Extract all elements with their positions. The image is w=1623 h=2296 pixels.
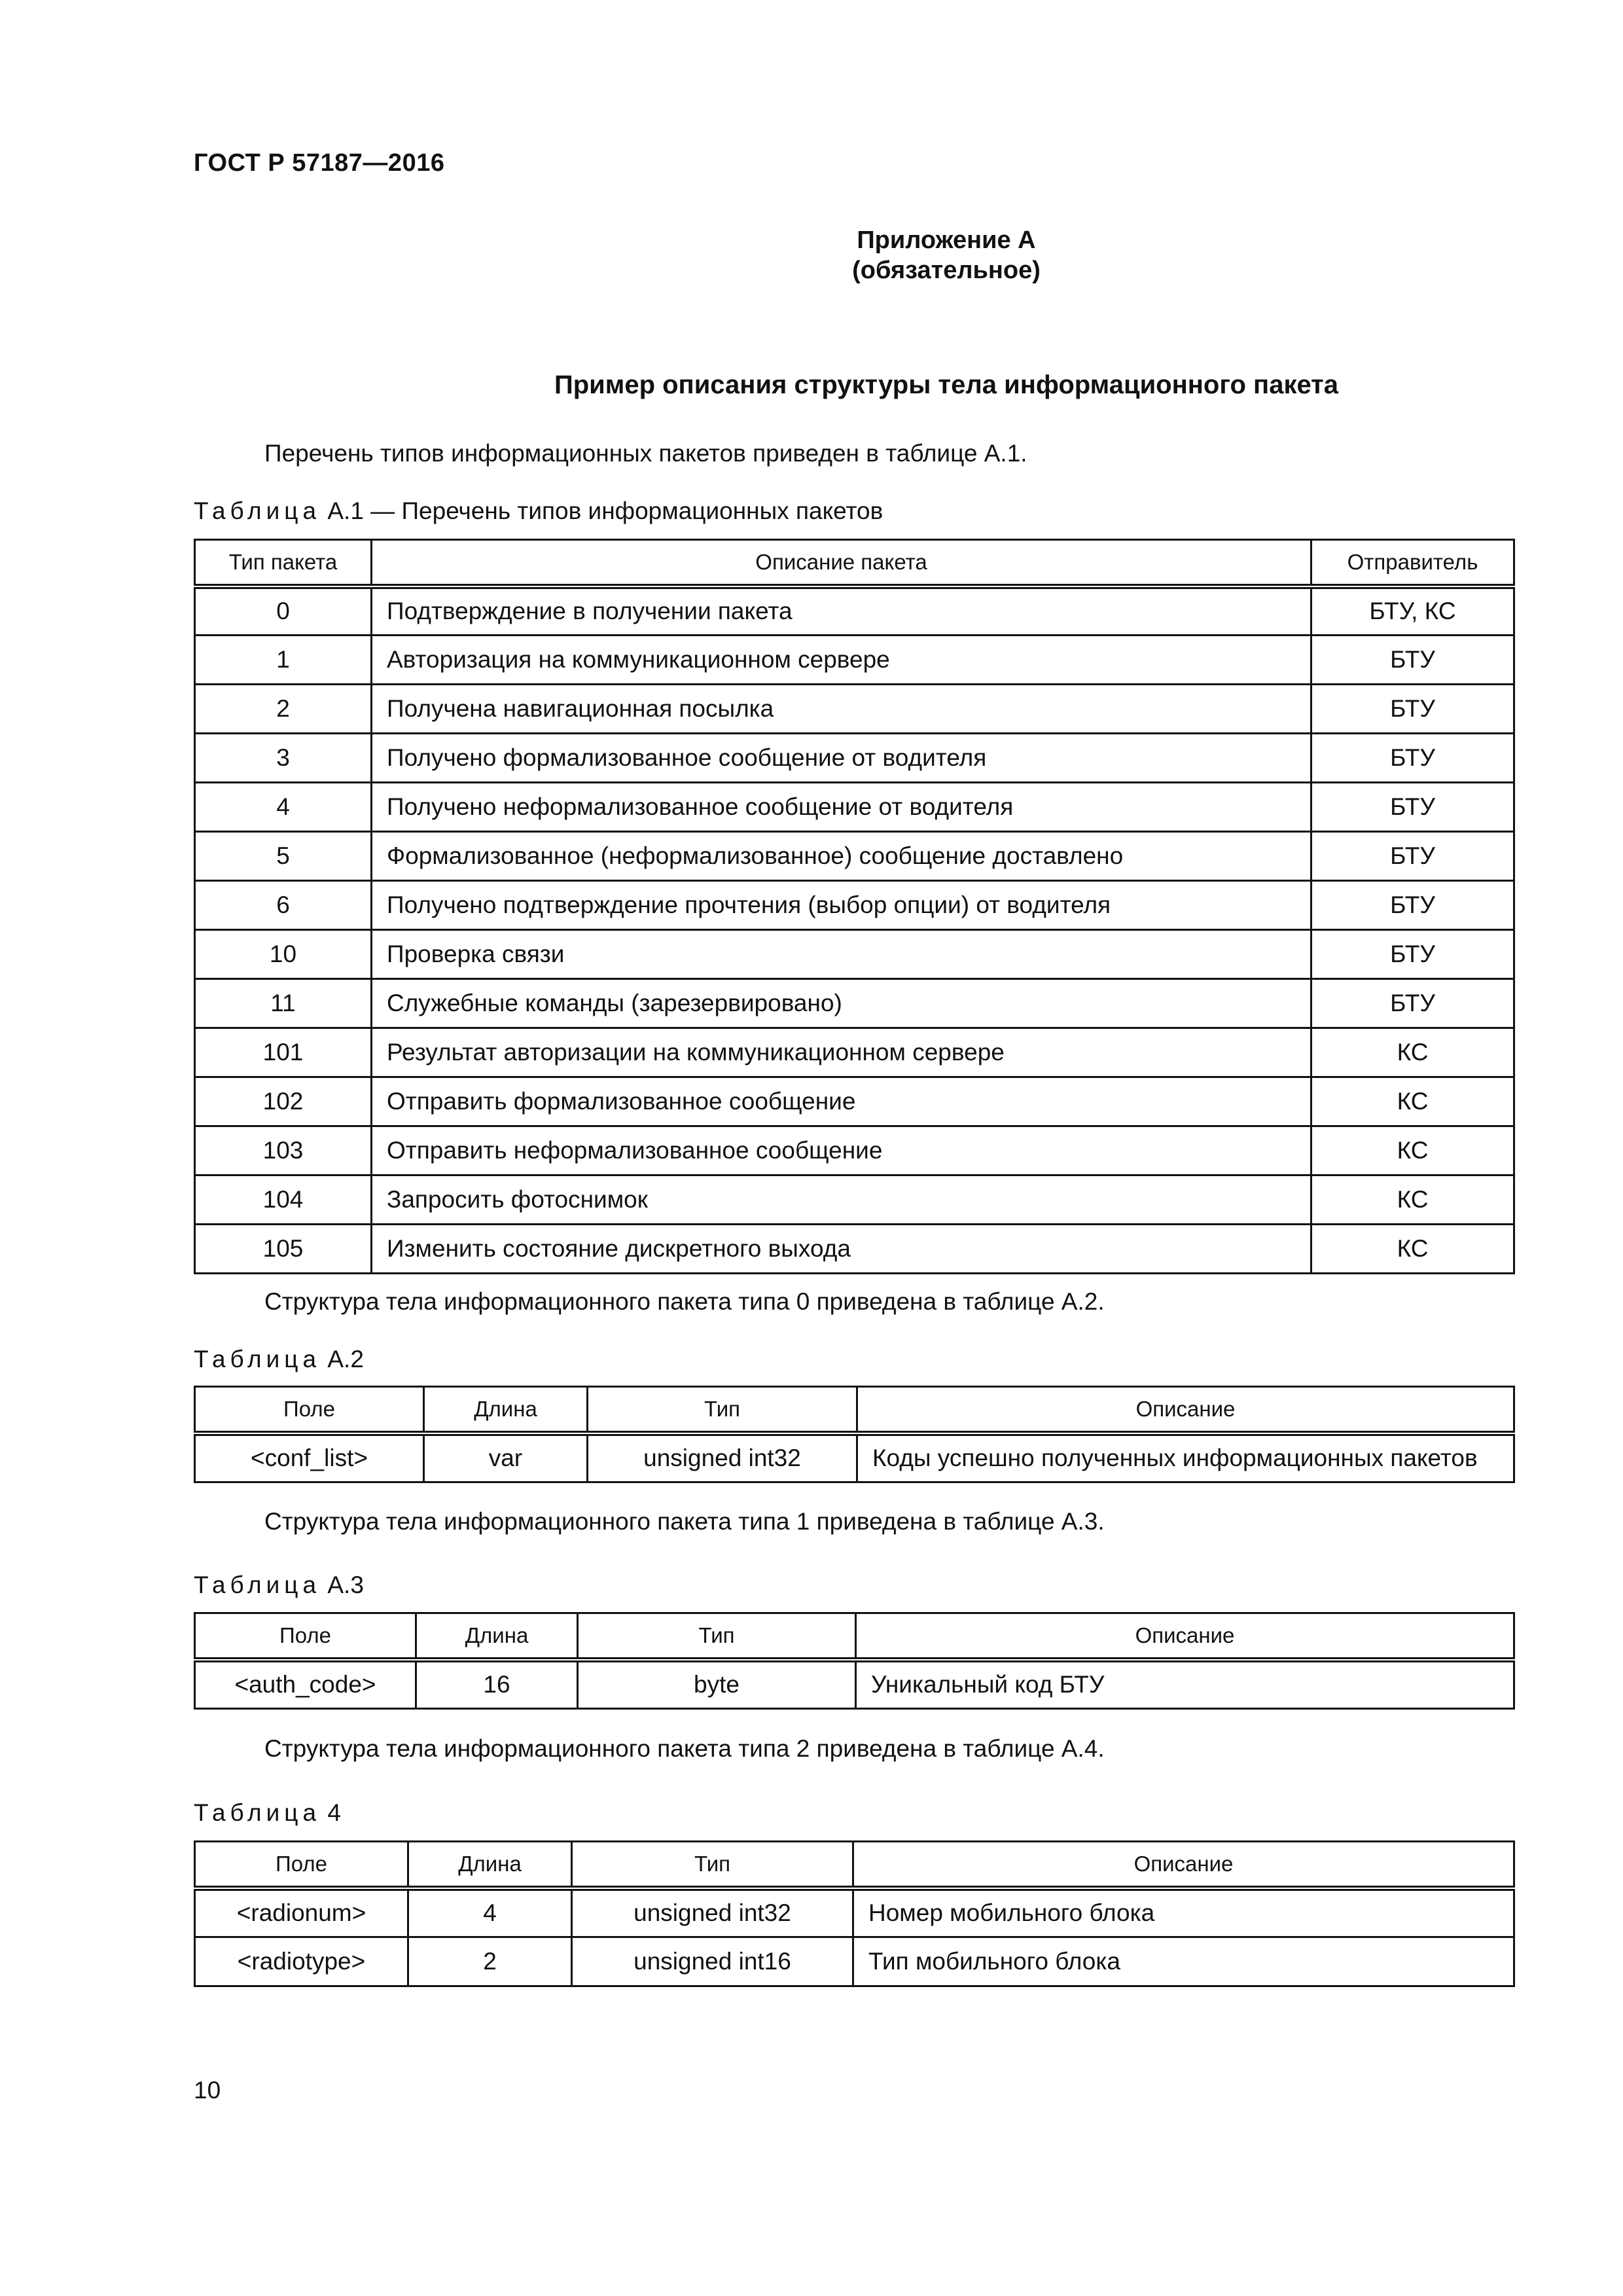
- field-cell: <conf_list>: [195, 1433, 424, 1482]
- packet-type-cell: 6: [195, 881, 372, 930]
- table-row: [195, 1028, 1514, 1077]
- packet-sender-cell: КС: [1311, 1175, 1514, 1225]
- table-row: [195, 685, 1514, 734]
- document-code: ГОСТ Р 57187—2016: [194, 149, 445, 177]
- table2-col-field: Поле: [195, 1387, 424, 1433]
- table-row: [195, 1175, 1514, 1225]
- table4-caption-prefix: Таблица: [194, 1799, 321, 1826]
- table4-caption-text: 4: [327, 1799, 341, 1826]
- packet-description-cell: Отправить неформализованное сообщение: [372, 1126, 1311, 1175]
- packet-description-cell: Получено формализованное сообщение от водителя: [372, 734, 1311, 783]
- table3-caption-text: А.3: [327, 1571, 364, 1598]
- table-row: [195, 1660, 1514, 1709]
- table-row: [195, 734, 1514, 783]
- field-cell: <auth_code>: [195, 1660, 416, 1709]
- table3-caption-prefix: Таблица: [194, 1571, 321, 1598]
- table-row: [195, 930, 1514, 979]
- table2-col-description: Описание: [857, 1387, 1514, 1433]
- table1-col-description: Описание пакета: [372, 540, 1311, 586]
- packet-sender-cell: КС: [1311, 1028, 1514, 1077]
- intro-paragraph: Перечень типов информационных пакетов приведен в таблице А.1.: [264, 440, 1027, 467]
- packet-sender-cell: БТУ: [1311, 685, 1514, 734]
- packet-sender-cell: КС: [1311, 1077, 1514, 1126]
- table1-caption-text: А.1 — Перечень типов информационных пакетов: [327, 497, 883, 524]
- table4-header-row: [195, 1842, 1514, 1888]
- table-row: [195, 586, 1514, 636]
- type-cell: unsigned int32: [588, 1433, 857, 1482]
- table-row: [195, 1077, 1514, 1126]
- packet-type-cell: 2: [195, 685, 372, 734]
- table1-caption-prefix: Таблица: [194, 497, 321, 524]
- table3-col-description: Описание: [856, 1613, 1514, 1660]
- packet-description-cell: Подтверждение в получении пакета: [372, 586, 1311, 636]
- type-cell: byte: [578, 1660, 856, 1709]
- packet-sender-cell: КС: [1311, 1225, 1514, 1274]
- packet-type-cell: 104: [195, 1175, 372, 1225]
- packet-sender-cell: БТУ: [1311, 832, 1514, 881]
- table1-col-sender: Отправитель: [1311, 540, 1514, 586]
- table-row: [195, 783, 1514, 832]
- packet-sender-cell: БТУ, КС: [1311, 586, 1514, 636]
- description-cell: Тип мобильного блока: [853, 1937, 1514, 1986]
- packet-description-cell: Результат авторизации на коммуникационном сервере: [372, 1028, 1311, 1077]
- table1-packet-types: [194, 539, 1515, 1274]
- section-title: Пример описания структуры тела информационного пакета: [554, 370, 1339, 399]
- table-row: [195, 636, 1514, 685]
- packet-description-cell: Получена навигационная посылка: [372, 685, 1311, 734]
- packet-sender-cell: БТУ: [1311, 734, 1514, 783]
- table2-type0-structure: [194, 1386, 1515, 1483]
- table-row: [195, 979, 1514, 1028]
- table3-type1-structure: [194, 1612, 1515, 1710]
- table4-type2-structure: [194, 1840, 1515, 1987]
- packet-type-cell: 102: [195, 1077, 372, 1126]
- table2-caption-prefix: Таблица: [194, 1346, 321, 1372]
- table1-caption: [194, 497, 883, 525]
- packet-sender-cell: БТУ: [1311, 783, 1514, 832]
- table3-caption: [194, 1571, 364, 1599]
- table-row: [195, 1937, 1514, 1986]
- length-cell: var: [424, 1433, 588, 1482]
- table4-col-description: Описание: [853, 1842, 1514, 1888]
- packet-sender-cell: БТУ: [1311, 930, 1514, 979]
- table-row: [195, 1126, 1514, 1175]
- page-number: 10: [194, 2077, 221, 2104]
- description-cell: Уникальный код БТУ: [856, 1660, 1514, 1709]
- length-cell: 4: [408, 1888, 572, 1937]
- packet-type-cell: 5: [195, 832, 372, 881]
- packet-description-cell: Изменить состояние дискретного выхода: [372, 1225, 1311, 1274]
- packet-type-cell: 101: [195, 1028, 372, 1077]
- packet-sender-cell: КС: [1311, 1126, 1514, 1175]
- table4-col-length: Длина: [408, 1842, 572, 1888]
- packet-type-cell: 103: [195, 1126, 372, 1175]
- type-cell: unsigned int32: [572, 1888, 853, 1937]
- table3-col-length: Длина: [416, 1613, 578, 1660]
- table-row: [195, 1888, 1514, 1937]
- description-cell: Номер мобильного блока: [853, 1888, 1514, 1937]
- table-row: [195, 881, 1514, 930]
- table3-col-field: Поле: [195, 1613, 416, 1660]
- field-cell: <radiotype>: [195, 1937, 408, 1986]
- table4-col-field: Поле: [195, 1842, 408, 1888]
- packet-type-cell: 11: [195, 979, 372, 1028]
- table-row: [195, 832, 1514, 881]
- packet-sender-cell: БТУ: [1311, 881, 1514, 930]
- packet-description-cell: Формализованное (неформализованное) сообщение доставлено: [372, 832, 1311, 881]
- packet-description-cell: Запросить фотоснимок: [372, 1175, 1311, 1225]
- table-row: [195, 1433, 1514, 1482]
- table4-caption: [194, 1799, 341, 1827]
- packet-description-cell: Получено неформализованное сообщение от водителя: [372, 783, 1311, 832]
- packet-type-cell: 3: [195, 734, 372, 783]
- packet-description-cell: Отправить формализованное сообщение: [372, 1077, 1311, 1126]
- table1-col-type: Тип пакета: [195, 540, 372, 586]
- packet-type-cell: 105: [195, 1225, 372, 1274]
- packet-type-cell: 1: [195, 636, 372, 685]
- packet-description-cell: Авторизация на коммуникационном сервере: [372, 636, 1311, 685]
- table3-header-row: [195, 1613, 1514, 1660]
- packet-sender-cell: БТУ: [1311, 979, 1514, 1028]
- table3-intro-paragraph: Структура тела информационного пакета типа 1 приведена в таблице А.3.: [264, 1508, 1105, 1535]
- packet-type-cell: 0: [195, 586, 372, 636]
- field-cell: <radionum>: [195, 1888, 408, 1937]
- type-cell: unsigned int16: [572, 1937, 853, 1986]
- table4-intro-paragraph: Структура тела информационного пакета типа 2 приведена в таблице А.4.: [264, 1735, 1105, 1762]
- packet-description-cell: Служебные команды (зарезервировано): [372, 979, 1311, 1028]
- table-row: [195, 1225, 1514, 1274]
- table2-caption-text: А.2: [327, 1346, 364, 1372]
- appendix-status: (обязательное): [852, 257, 1041, 284]
- table2-col-length: Длина: [424, 1387, 588, 1433]
- table4-col-type: Тип: [572, 1842, 853, 1888]
- packet-sender-cell: БТУ: [1311, 636, 1514, 685]
- table2-header-row: [195, 1387, 1514, 1433]
- table2-caption: [194, 1346, 364, 1373]
- table1-header-row: [195, 540, 1514, 586]
- length-cell: 2: [408, 1937, 572, 1986]
- description-cell: Коды успешно полученных информационных пакетов: [857, 1433, 1514, 1482]
- table3-col-type: Тип: [578, 1613, 856, 1660]
- packet-description-cell: Проверка связи: [372, 930, 1311, 979]
- table2-intro-paragraph: Структура тела информационного пакета типа 0 приведена в таблице А.2.: [264, 1288, 1105, 1315]
- length-cell: 16: [416, 1660, 578, 1709]
- packet-type-cell: 4: [195, 783, 372, 832]
- packet-description-cell: Получено подтверждение прочтения (выбор опции) от водителя: [372, 881, 1311, 930]
- appendix-heading: [194, 225, 1623, 285]
- packet-type-cell: 10: [195, 930, 372, 979]
- table2-col-type: Тип: [588, 1387, 857, 1433]
- appendix-title: Приложение А: [857, 226, 1036, 254]
